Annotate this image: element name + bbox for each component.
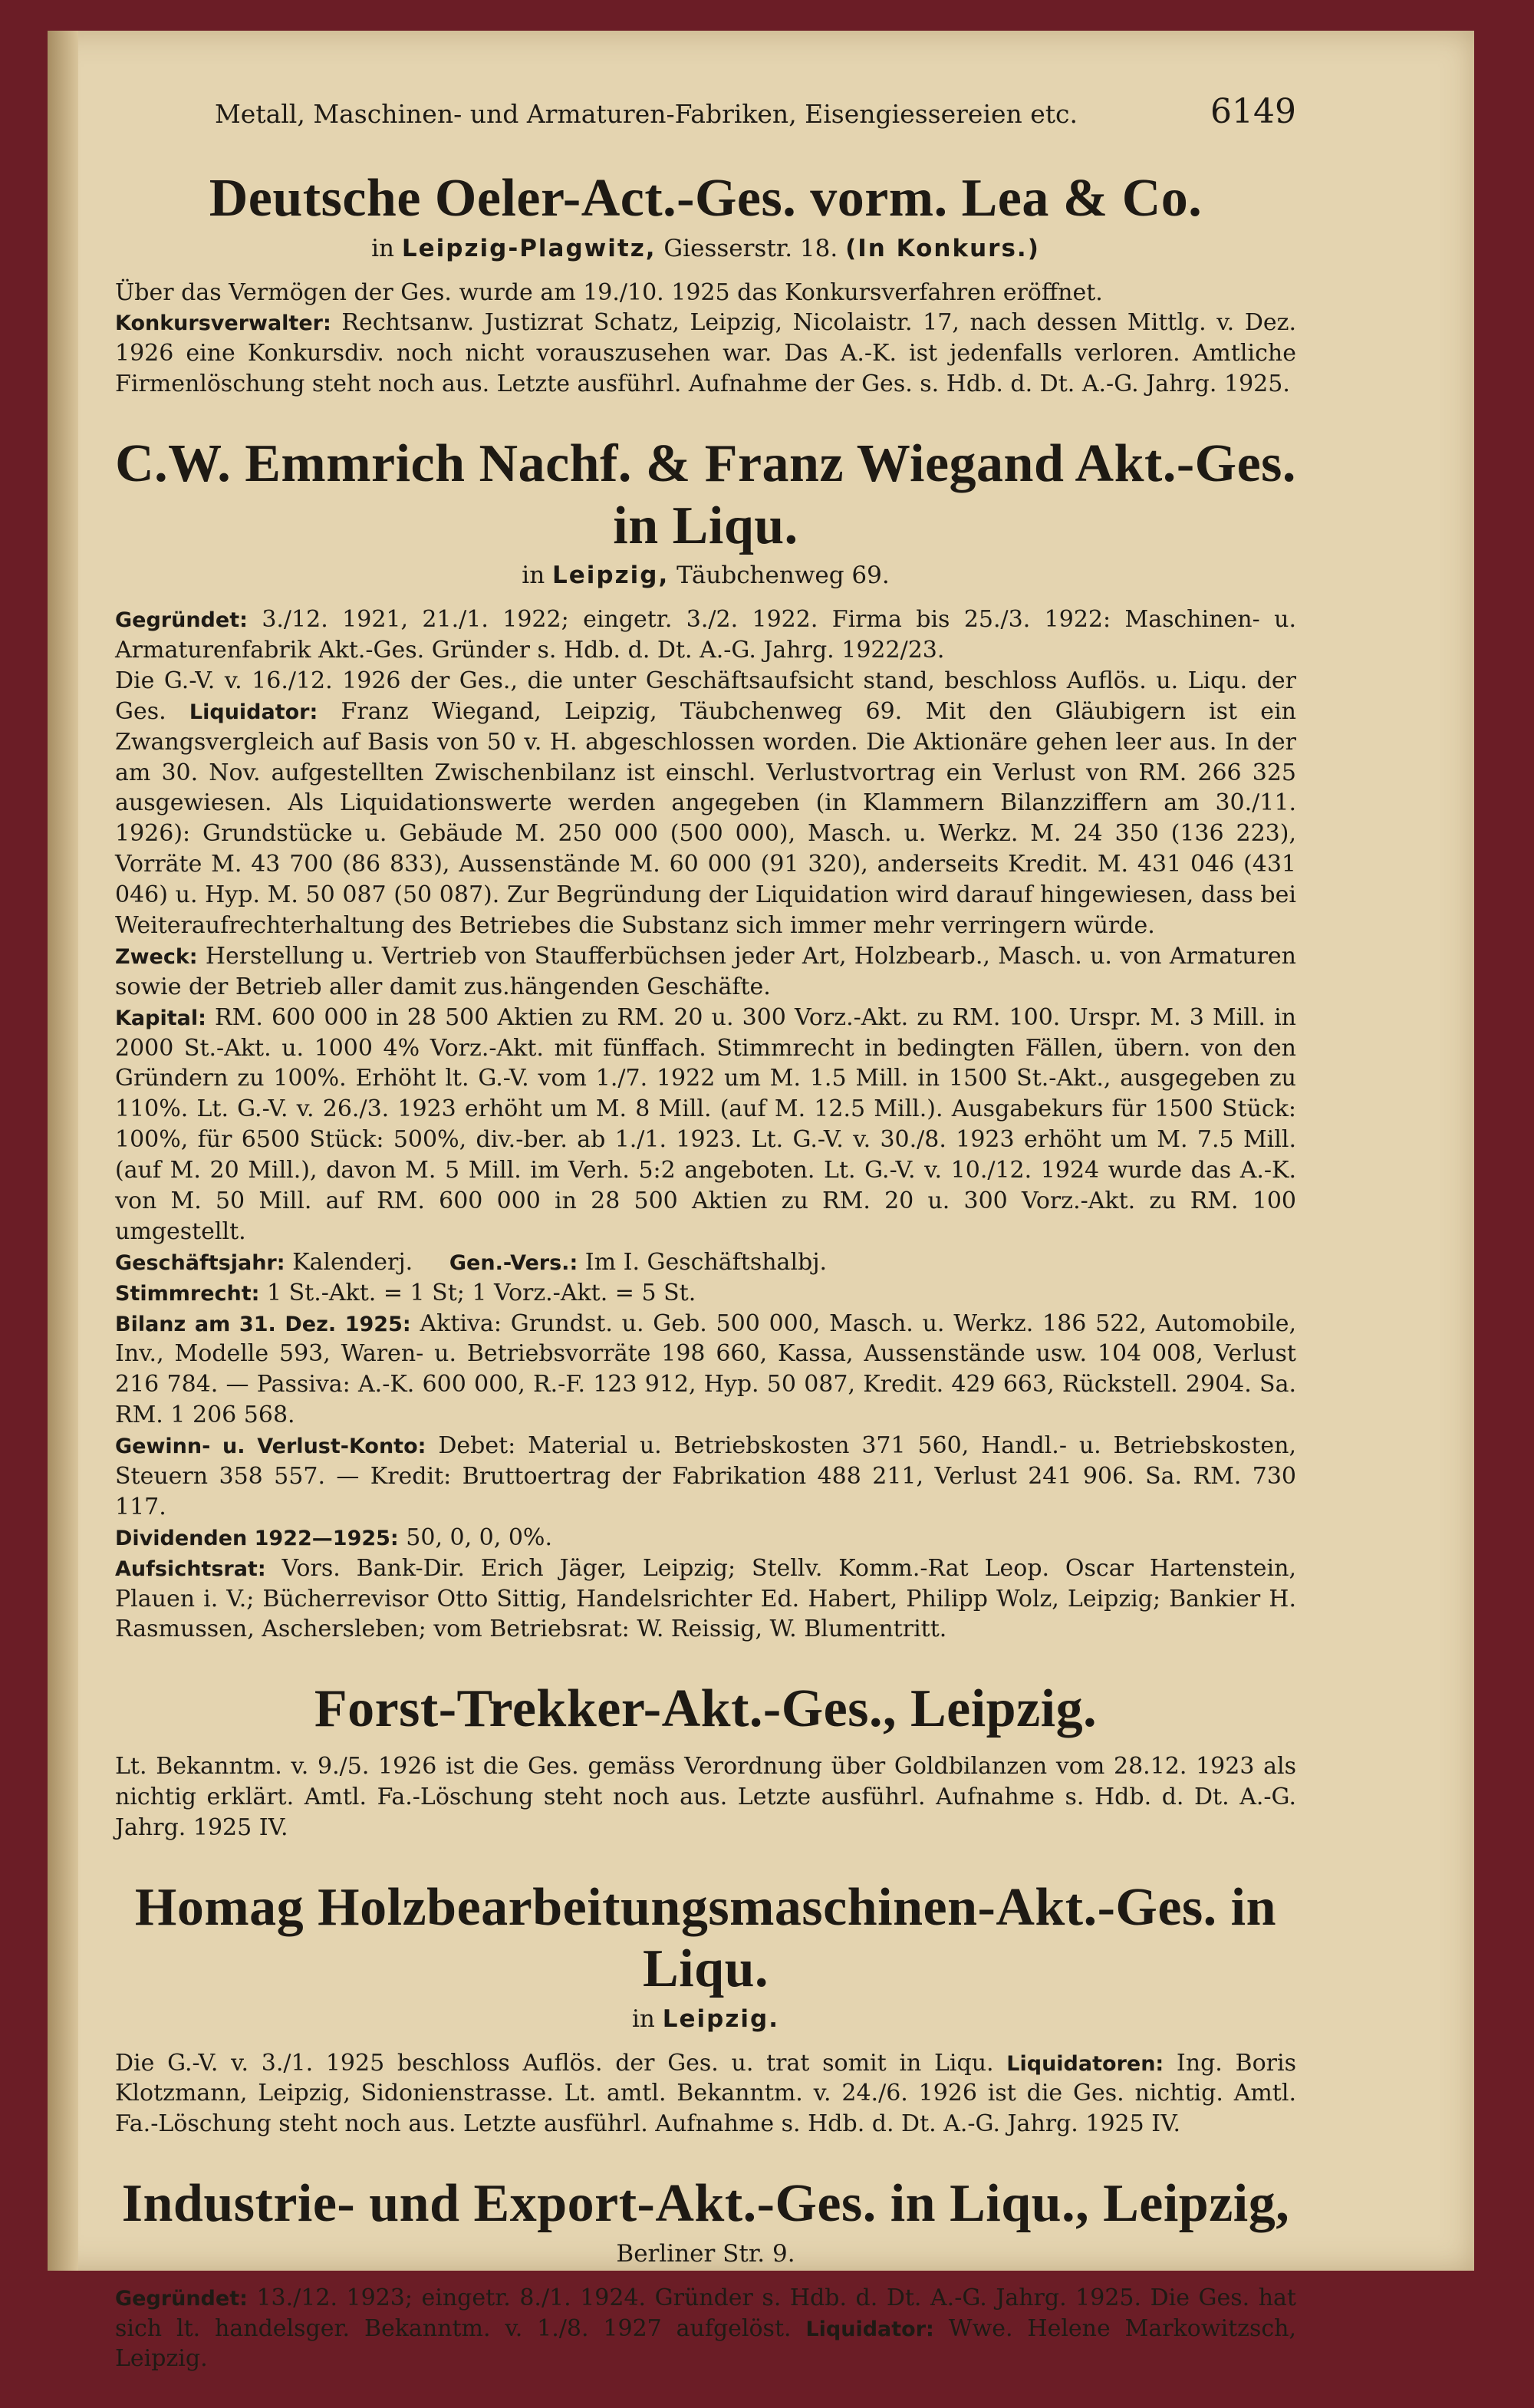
entry-paragraph: Die G.-V. v. 16./12. 1926 der Ges., die unter Geschäftsaufsicht stand, beschloss Auflös. u. Liqu. der Ges. Liquidator: Franz Wiegand, Leipzig, Täubchenweg 69. Mit den Gläubigern ist ein Zwangsvergleich auf Basis von 50 v. H. abgeschlossen worden. Die Aktionäre gehen leer aus. In der am 30. Nov. aufgestellten Zwischenbilanz ist einschl. Verlustvortrag ein Verlust von RM. 266 325 ausgewiesen. Als Liquidationswerte werden angegeben (in Klammern Bilanzziffern am 30./11. 1926): Grundstücke u. Gebäude M. 250 000 (500 000), Masch. u. Werkz. M. 24 350 (136 223), Vorräte M. 43 700 (86 833), Aussenstände M. 60 000 (91 320), anderseits Kredit. M. 431 046 (431 046) u. Hyp. M. 50 087 (50 087). Zur Begründung der Liquidation wird darauf hingewiesen, dass bei Weiteraufrechterhaltung des Betriebes die Substanz sich immer mehr verringern würde. — [115, 667, 1296, 939]
running-header — [215, 92, 1296, 131]
entry-paragraph: Gewinn- u. Verlust-Konto: Debet: Material u. Betriebskosten 371 560, Handl.- u. Betriebskosten, Steuern 358 557. — Kredit: Bruttoertrag der Fabrikation 488 211, Verlust 241 906. Sa. RM. 730 117. — [115, 1432, 1296, 1520]
entry-paragraph: Geschäftsjahr: Kalenderj. Gen.-Vers.: Im I. Geschäftshalbj. — [115, 1248, 828, 1276]
entry-paragraph: Stimmrecht: 1 St.-Akt. = 1 St; 1 Vorz.-Akt. = 5 St. — [115, 1279, 696, 1306]
entry-paragraph: Über das Vermögen der Ges. wurde am 19./10. 1925 das Konkursverfahren eröffnet. — [115, 278, 1103, 306]
entry-paragraph: Gegründet: 13./12. 1923; eingetr. 8./1. 1924. Gründer s. Hdb. d. Dt. A.-G. Jahrg. 1925. Die Ges. hat sich lt. handelsger. Bekanntm. v. 1./8. 1927 aufgelöst. Liquidator: Wwe. Helene Markowitzsch, Leipzig. — [115, 2284, 1297, 2373]
entry-title: Homag Holzbearbeitungsmaschinen-Akt.-Ges. in Liqu. — [134, 1877, 1277, 1999]
entry-title: Industrie- und Export-Akt.-Ges. in Liqu., Leipzig, — [121, 2174, 1290, 2234]
page-column — [115, 92, 1296, 2408]
entry-forst-trekker — [115, 1678, 1296, 1843]
entry-location: in Leipzig-Plagwitz, Giesserstr. 18. (In Konkurs.) — [371, 234, 1040, 262]
entry-location: in Leipzig, Täubchenweg 69. — [522, 562, 890, 590]
entry-paragraph: Zweck: Herstellung u. Vertrieb von Staufferbüchsen jeder Art, Holzbearb., Masch. u. von Armaturen sowie der Betrieb aller damit zus.hängenden Geschäfte. — [115, 942, 1296, 1000]
entry-homag — [115, 1877, 1296, 2140]
entry-deutsche-oeler — [115, 168, 1296, 400]
entry-industrie-export — [115, 2173, 1296, 2374]
entry-location: Berliner Str. 9. — [616, 2239, 795, 2268]
page-binding-edge — [48, 31, 78, 2271]
running-title: Metall, Maschinen- und Armaturen-Fabriken, Eisengiessereien etc. — [215, 99, 1078, 129]
entry-paragraph: Aufsichtsrat: Vors. Bank-Dir. Erich Jäger, Leipzig; Stellv. Komm.-Rat Leop. Oscar Hartenstein, Plauen i. V.; Bücherrevisor Otto Sittig, Handelsrichter Ed. Habert, Philipp Wolz, Leipzig; Bankier H. Rasmussen, Aschersleben; vom Betriebsrat: W. Reissig, W. Blumentritt. — [115, 1554, 1296, 1643]
entry-paragraph: Bilanz am 31. Dez. 1925: Aktiva: Grundst. u. Geb. 500 000, Masch. u. Werkz. 186 522, Automobile, Inv., Modelle 593, Waren- u. Betriebsvorräte 198 660, Kassa, Aussenstände usw. 104 008, Verlust 216 784. — Passiva: A.-K. 600 000, R.-F. 123 912, Hyp. 50 087, Kredit. 429 663, Rückstell. 2904. Sa. RM. 1 206 568. — [115, 1309, 1296, 1429]
entry-title: Deutsche Oeler-Act.-Ges. vorm. Lea & Co. — [209, 169, 1203, 228]
entry-emmrich-wiegand — [115, 433, 1296, 1645]
entry-paragraph: Dividenden 1922—1925: 50, 0, 0, 0%. — [115, 1524, 552, 1551]
entry-title: C.W. Emmrich Nachf. & Franz Wiegand Akt.-Ges. in Liqu. — [115, 434, 1296, 555]
entry-title: Forst-Trekker-Akt.-Ges., Leipzig. — [314, 1679, 1098, 1739]
entry-paragraph: Kapital: RM. 600 000 in 28 500 Aktien zu RM. 20 u. 300 Vorz.-Akt. zu RM. 100. Urspr. M. 3 Mill. in 2000 St.-Akt. u. 1000 4% Vorz.-Akt. mit fünffach. Stimmrecht in bedingten Fällen, übern. von den Gründern zu 100%. Erhöht lt. G.-V. vom 1./7. 1922 um M. 1.5 Mill. in 1500 St.-Akt., ausgegeben zu 110%. Lt. G.-V. v. 26./3. 1923 erhöht um M. 8 Mill. (auf M. 12.5 Mill.). Ausgabekurs für 1500 Stück: 100%, für 6500 Stück: 500%, div.-ber. ab 1./1. 1923. Lt. G.-V. v. 30./8. 1923 erhöht um M. 7.5 Mill. (auf M. 20 Mill.), davon M. 5 Mill. im Verh. 5:2 angeboten. Lt. G.-V. v. 10./12. 1924 wurde das A.-K. von M. 50 Mill. auf RM. 600 000 in 28 500 Aktien zu RM. 20 u. 300 Vorz.-Akt. zu RM. 100 umgestellt. — [115, 1003, 1296, 1245]
entry-paragraph: Gegründet: 3./12. 1921, 21./1. 1922; eingetr. 3./2. 1922. Firma bis 25./3. 1922: Maschinen- u. Armaturenfabrik Akt.-Ges. Gründer s. Hdb. d. Dt. A.-G. Jahrg. 1922/23. — [115, 606, 1297, 664]
entry-paragraph: Lt. Bekanntm. v. 9./5. 1926 ist die Ges. gemäss Verordnung über Goldbilanzen vom 28.12. 1923 als nichtig erklärt. Amtl. Fa.-Löschung steht noch aus. Letzte ausführl. Aufnahme s. Hdb. d. Dt. A.-G. Jahrg. 1925 IV. — [115, 1752, 1296, 1841]
page-number: 6149 — [1210, 92, 1296, 131]
entry-location: in Leipzig. — [632, 2004, 779, 2033]
entry-paragraph: Die G.-V. v. 3./1. 1925 beschloss Auflös. der Ges. u. trat somit in Liqu. Liquidatoren: Ing. Boris Klotzmann, Leipzig, Sidonienstrasse. Lt. amtl. Bekanntm. v. 24./6. 1926 ist die Ges. nichtig. Amtl. Fa.-Löschung steht noch aus. Letzte ausführl. Aufnahme s. Hdb. d. Dt. A.-G. Jahrg. 1925 IV. — [115, 2049, 1296, 2138]
entry-paragraph: Konkursverwalter: Rechtsanw. Justizrat Schatz, Leipzig, Nicolaistr. 17, nach dessen Mittlg. v. Dez. 1926 eine Konkursdiv. noch nicht vorauszusehen war. Das A.-K. ist jedenfalls verloren. Amtliche Firmenlöschung steht noch aus. Letzte ausführl. Aufnahme der Ges. s. Hdb. d. Dt. A.-G. Jahrg. 1925. — [115, 309, 1296, 398]
